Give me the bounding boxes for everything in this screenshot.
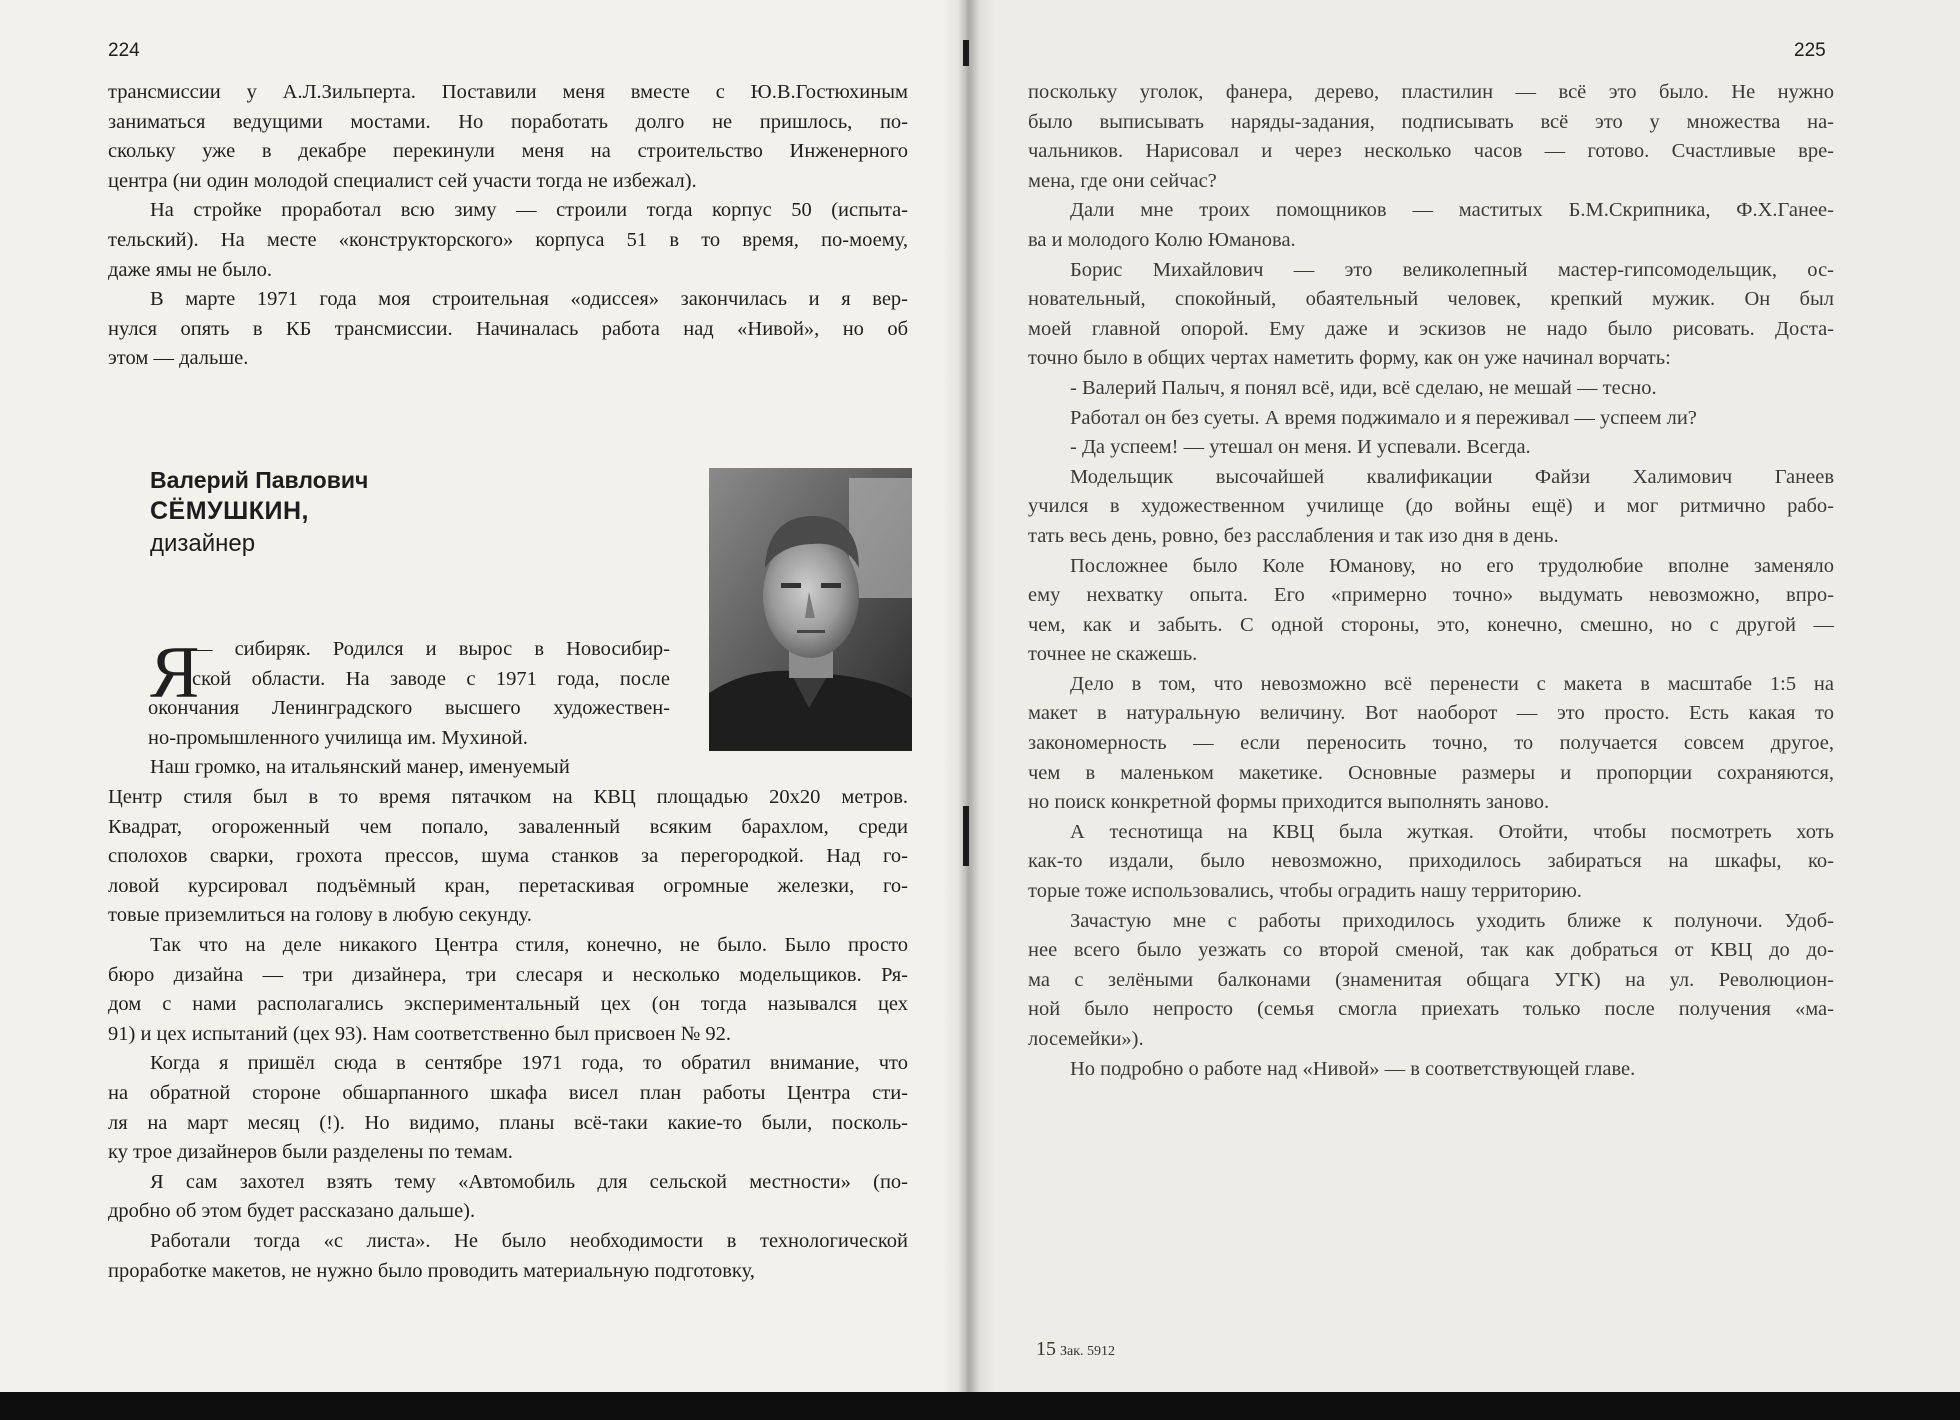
text-line: - Да успеем! — утешал он меня. И успевали. Всегда. <box>1070 436 1531 459</box>
paragraph <box>1028 374 1834 404</box>
paragraph <box>1028 433 1834 463</box>
left-page <box>0 0 966 1392</box>
text-line: Борис Михайлович — это великолепный мастер-гипсомодельщик, ос- <box>1070 258 1834 281</box>
left-page-top-text <box>108 78 908 374</box>
text-line: Работал он без суеты. А время поджимало и я переживал — успеем ли? <box>1070 406 1697 429</box>
text-line: лосемейки»). <box>1028 1028 1144 1050</box>
text-line: мена, где они сейчас? <box>1028 169 1217 192</box>
text-line: но-промышленного училища им. Мухиной. <box>148 726 528 749</box>
text-line: 91) и цех испытаний (цех 93). Нам соответственно был присвоен № 92. <box>108 1022 732 1045</box>
text-line: ловой курсировал подъёмный кран, перетаскивая огромные железки, го- <box>108 874 908 897</box>
text-line: чальников. Нарисовал и через несколько часов — готово. Счастливые вре- <box>1028 140 1834 163</box>
text-line: В марте 1971 года моя строительная «одиссея» закончилась и я вер- <box>150 288 908 311</box>
text-line: Но подробно о работе над «Нивой» — в соответствующей главе. <box>1070 1057 1636 1080</box>
paragraph <box>1028 196 1834 255</box>
text-line: Когда я пришёл сюда в сентябре 1971 года, то обратил внимание, что <box>150 1052 908 1075</box>
text-line: как-то издали, было невозможно, приходилось забираться на шкафы, ко- <box>1028 850 1834 873</box>
text-line: точнее не скажешь. <box>1028 643 1198 666</box>
text-line: Дали мне троих помощников — маститых Б.М.Скрипника, Ф.Х.Ганее- <box>1070 199 1834 222</box>
text-line: - Валерий Палыч, я понял всё, иди, всё сделаю, не мешай — тесно. <box>1070 376 1657 399</box>
book-gutter <box>942 0 996 1392</box>
paragraph <box>108 1168 908 1227</box>
text-line: товые приземлиться на голову в любую секунду. <box>108 904 532 927</box>
text-line: чем в маленьком макетике. Основные размеры и пропорции сохраняются, <box>1028 761 1834 784</box>
paragraph <box>108 78 908 196</box>
text-line: дом с нами располагались экспериментальный цех (он тогда назывался цех <box>108 993 908 1016</box>
text-line: Посложнее было Коле Юманову, но его трудолюбие вполне заменяло <box>1070 554 1834 577</box>
author-last-name: СЁМУШКИН, <box>150 497 310 525</box>
paragraph <box>108 931 908 1049</box>
paragraph <box>1028 78 1834 196</box>
paragraph <box>108 285 908 374</box>
text-line: На стройке проработал всю зиму — строили тогда корпус 50 (испыта- <box>150 199 908 222</box>
paragraph <box>1028 463 1834 552</box>
paragraph <box>108 1049 908 1167</box>
text-line: заниматься ведущими мостами. Но поработать долго не пришлось, по- <box>108 110 908 133</box>
text-line: Зачастую мне с работы приходилось уходить ближе к полуночи. Удоб- <box>1070 909 1834 932</box>
text-line: ской области. На заводе с 1971 года, после <box>192 667 670 690</box>
left-page-number: 224 <box>108 40 140 61</box>
paragraph <box>108 783 908 931</box>
text-line: даже ямы не было. <box>108 258 272 281</box>
text-line: Так что на деле никакого Центра стиля, конечно, не было. Было просто <box>150 933 908 956</box>
text-line: бюро дизайна — три дизайнера, три слесаря и несколько модельщиков. Ря- <box>108 963 908 986</box>
text-line: учился в художественном училище (до войны ещё) и мог ритмично рабо- <box>1028 495 1834 518</box>
text-line: ва и молодого Колю Юманова. <box>1028 228 1296 251</box>
text-line: торые тоже использовались, чтобы оградить нашу территорию. <box>1028 880 1582 903</box>
text-line: ку трое дизайнеров были разделены по темам. <box>108 1141 513 1164</box>
text-line: макет в натуральную величину. Вот наоборот — это просто. Есть какая то <box>1028 702 1834 725</box>
text-line: закономерность — если переносить точно, то получается совсем другое, <box>1028 732 1834 755</box>
intro-text <box>148 632 670 753</box>
paragraph <box>1028 552 1834 670</box>
text-line: ля на март месяц (!). Но видимо, планы всё-таки какие-то были, посколь- <box>108 1111 908 1134</box>
text-line: Наш громко, на итальянский манер, именуемый <box>150 756 570 778</box>
paragraph <box>1028 1055 1834 1085</box>
paragraph <box>108 1227 908 1286</box>
scanner-edge <box>0 1392 1960 1420</box>
text-line: Модельщик высочайшей квалификации Файзи Халимович Ганеев <box>1070 465 1834 488</box>
right-page-text <box>1028 78 1834 1084</box>
text-line: ной было непросто (семья смогла приехать только после получения «ма- <box>1028 998 1834 1021</box>
text-line: моей главной опорой. Ему даже и эскизов не надо было рисовать. Доста- <box>1028 317 1834 340</box>
paragraph <box>108 196 908 285</box>
text-line: Работали тогда «с листа». Не было необходимости в технологической <box>150 1229 908 1252</box>
left-page-bottom-text <box>108 783 908 1286</box>
text-line: Квадрат, огороженный чем попало, заваленный всяким барахлом, среди <box>108 815 908 838</box>
author-heading <box>150 465 368 561</box>
text-line: трансмиссии у А.Л.Зильперта. Поставили меня вместе с Ю.В.Гостюхиным <box>108 81 908 103</box>
text-line: но поиск конкретной формы приходится выполнять заново. <box>1028 791 1550 814</box>
author-first-name: Валерий Павлович <box>150 467 369 493</box>
footer-sheet-number: 15 <box>1036 1338 1056 1360</box>
text-line: Дело в том, что невозможно всё перенести с макета в масштабе 1:5 на <box>1070 672 1834 695</box>
text-line: на обратной стороне обшарпанного шкафа висел план работы Центра сти- <box>108 1081 908 1104</box>
text-line: ему нехватку опыта. Его «примерно точно» выдумать невозможно, впро- <box>1028 584 1834 607</box>
text-line: новательный, спокойный, обаятельный человек, крепкий мужик. Он был <box>1028 288 1834 311</box>
text-line: тать весь день, ровно, без расслабления и так изо дня в день. <box>1028 524 1559 547</box>
footer-order-note: Зак. 5912 <box>1060 1344 1116 1359</box>
paragraph <box>1028 907 1834 1055</box>
text-line: чем, как и забыть. С одной стороны, это, конечно, смешно, но с другой — <box>1028 613 1834 636</box>
text-line: дробно об этом будет рассказано дальше). <box>108 1200 476 1223</box>
wrap-paragraph <box>108 753 678 783</box>
text-line: ма с зелёными балконами (знаменитая общага УГК) на ул. Революцион- <box>1028 968 1834 991</box>
text-line: скольку уже в декабре перекинули меня на строительство Инженерного <box>108 140 908 163</box>
paragraph <box>1028 256 1834 374</box>
gutter-mark-top <box>963 40 969 66</box>
paragraph <box>1028 818 1834 907</box>
printer-footnote <box>1036 1338 1115 1361</box>
author-role: дизайнер <box>150 530 256 557</box>
text-line: было выписывать наряды-задания, подписывать всё это у множества на- <box>1028 110 1834 133</box>
text-line: проработке макетов, не нужно было проводить материальную подготовку, <box>108 1259 755 1282</box>
text-line: окончания Ленинградского высшего художествен- <box>148 697 670 720</box>
paragraph <box>1028 404 1834 434</box>
right-page-number: 225 <box>1794 40 1826 61</box>
drop-cap: Я <box>150 632 200 714</box>
gutter-mark-middle <box>963 806 969 866</box>
text-line: тельский). На месте «конструкторского» корпуса 51 в то время, по-моему, <box>108 228 908 251</box>
text-line: нулся опять в КБ трансмиссии. Начиналась работа над «Нивой», но об <box>108 317 908 340</box>
text-line: точно было в общих чертах наметить форму, как он уже начинал ворчать: <box>1028 347 1671 370</box>
text-line: этом — дальше. <box>108 347 249 370</box>
text-line: нее всего было уезжать со второй сменой, так как добраться от КВЦ до до- <box>1028 939 1834 962</box>
text-line: Центр стиля был в то время пятачком на КВЦ площадью 20х20 метров. <box>108 786 908 808</box>
text-line: сполохов сварки, грохота прессов, шума станков за перегородкой. Над го- <box>108 845 908 868</box>
paragraph <box>1028 670 1834 818</box>
text-line: Я сам захотел взять тему «Автомобиль для сельской местности» (по- <box>150 1170 908 1193</box>
text-line: А теснотища на КВЦ была жуткая. Отойти, чтобы посмотреть хоть <box>1070 820 1834 843</box>
text-line: — сибиряк. Родился и вырос в Новосибир- <box>192 638 670 660</box>
author-portrait-photo <box>709 468 912 751</box>
text-line: поскольку уголок, фанера, дерево, пластилин — всё это было. Не нужно <box>1028 81 1834 103</box>
text-line: центра (ни один молодой специалист сей участи тогда не избежал). <box>108 169 697 192</box>
